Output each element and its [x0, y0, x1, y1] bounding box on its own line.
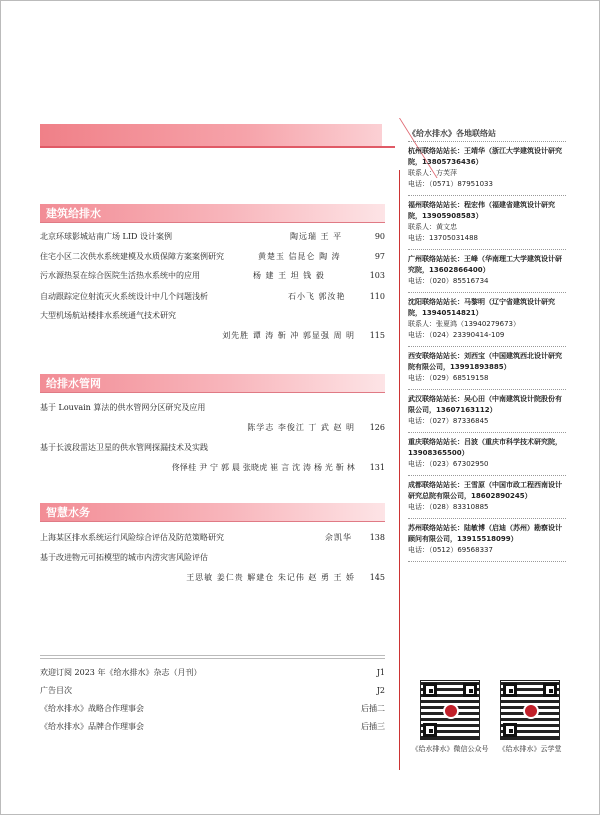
entry-title: 自动跟踪定位射流灭火系统设计中几个问题浅析	[40, 292, 208, 301]
entry-title: 上海某区排水系统运行风险综合评估及防范策略研究	[40, 533, 224, 542]
double-rule-top	[40, 655, 385, 656]
supplement-ref: 后插三	[361, 722, 385, 731]
entry-authors: 黄楚玉 信昆仑 陶 涛	[258, 252, 341, 261]
station-head: 成都联络站站长：王雪原（中国市政工程西南设计研究总院有限公司，18602890245）	[408, 481, 562, 500]
toc-entry[interactable]	[40, 552, 385, 584]
qr-logo-seal	[443, 703, 459, 719]
entry-title: 污水源热泵在综合医院生活热水系统中的应用	[40, 271, 200, 280]
supplement-ref: J1	[376, 668, 385, 677]
station-tel: 电话：（020）85516734	[408, 277, 489, 285]
qr-caption-classroom: 《给水排水》云学堂	[498, 745, 562, 753]
entry-page: 138	[369, 533, 385, 542]
qr-caption-wechat: 《给水排水》微信公众号	[411, 745, 489, 753]
entry-page: 110	[369, 292, 385, 301]
section-header-smart-water	[40, 503, 385, 521]
entry-page: 131	[369, 463, 385, 472]
station-tel: 电话：（029）68519158	[408, 374, 489, 382]
entry-authors: 佘凯华	[325, 533, 352, 542]
section-title: 智慧水务	[46, 506, 90, 519]
qr-logo-seal	[523, 703, 539, 719]
liaison-sidebar	[408, 128, 566, 562]
section-title: 建筑给排水	[46, 207, 101, 220]
station-guangzhou	[408, 249, 566, 292]
station-tel: 电话：（028）83310885	[408, 503, 489, 511]
entry-title: 住宅小区二次供水系统建模及水质保障方案案例研究	[40, 252, 224, 261]
station-head: 沈阳联络站站长：马黎明（辽宁省建筑设计研究院，13940514821）	[408, 298, 555, 317]
entry-authors: 佟怿桂 尹 宁 郭 晨 张晓虎 崔 言 沈 涛 杨 光 靳 林	[171, 463, 355, 472]
supplement-label: 欢迎订阅 2023 年《给水排水》杂志（月刊）	[40, 668, 202, 677]
column-divider	[399, 170, 400, 770]
section-title: 给排水管网	[46, 377, 101, 390]
station-chengdu	[408, 475, 566, 518]
entry-page: 145	[369, 573, 385, 582]
qr-code-classroom[interactable]	[500, 680, 560, 740]
station-hangzhou	[408, 141, 566, 195]
qr-finder	[543, 683, 557, 697]
station-contact: 联系人：张夏鸿（13940279673）	[408, 320, 520, 328]
station-head: 西安联络站站长：刘西宝（中国建筑西北设计研究院有限公司，13991893885）	[408, 352, 562, 371]
station-head: 苏州联络站站长：陆敏博（启迪（苏州）勘察设计顾问有限公司，13915518099）	[408, 524, 562, 543]
toc-entry[interactable]	[40, 310, 385, 342]
section-header-building	[40, 204, 385, 222]
toc-entry[interactable]	[40, 402, 385, 434]
entry-authors: 王思敏 姜仁贵 解建仓 朱记伟 赵 勇 王 娇	[186, 573, 355, 582]
station-contact: 联系人：方芙萍	[408, 169, 457, 177]
supplement-label: 广告目次	[40, 686, 72, 695]
station-tel: 电话：（027）87336845	[408, 417, 489, 425]
supplement-ref: J2	[376, 686, 385, 695]
qr-code-wechat[interactable]	[420, 680, 480, 740]
supplement-ref: 后插二	[361, 704, 385, 713]
entry-title: 北京环球影城站南广场 LID 设计案例	[40, 232, 172, 241]
station-head: 福州联络站站长：程宏伟（福建省建筑设计研究院，13905908583）	[408, 201, 555, 220]
station-head: 重庆联络站站长：吕波（重庆市科学技术研究院，13908365500）	[408, 438, 562, 457]
station-head: 广州联络站站长：王峰（华南理工大学建筑设计研究院，13602866400）	[408, 255, 562, 274]
qr-finder	[503, 723, 517, 737]
entry-authors: 杨 建 王 坦 钱 毅	[253, 271, 325, 280]
station-tel: 电话：（024）23390414-109	[408, 331, 505, 339]
qr-finder	[423, 683, 437, 697]
section-underline	[40, 392, 385, 393]
entry-page: 126	[369, 423, 385, 432]
station-contact: 联系人：黄文忠	[408, 223, 457, 231]
supplement-list	[40, 655, 385, 740]
station-tel: 电话：（0571）87951033	[408, 180, 493, 188]
qr-finder	[503, 683, 517, 697]
entry-authors: 陶远瑞 王 平	[290, 232, 343, 241]
entry-title: 基于改进物元可拓模型的城市内涝灾害风险评估	[40, 553, 208, 562]
station-suzhou	[408, 518, 566, 562]
entry-page: 90	[374, 232, 385, 241]
station-head: 武汉联络站站长：吴心田（中南建筑设计院股份有限公司，13607163112）	[408, 395, 562, 414]
supplement-label: 《给水排水》战略合作理事会	[40, 704, 144, 713]
double-rule-bottom	[40, 658, 385, 659]
entry-page: 97	[374, 252, 385, 261]
entry-page: 115	[369, 331, 385, 340]
qr-finder	[423, 723, 437, 737]
entry-authors: 刘先胜 谭 涛 靳 冲 郭显强 周 明	[222, 331, 355, 340]
supplement-label: 《给水排水》品牌合作理事会	[40, 722, 144, 731]
station-chongqing	[408, 432, 566, 475]
header-band-rule	[40, 146, 395, 148]
station-wuhan	[408, 389, 566, 432]
entry-authors: 陈学志 李俊江 丁 武 赵 明	[247, 423, 355, 432]
station-tel: 电话：13705031488	[408, 234, 478, 242]
section-underline	[40, 521, 385, 522]
entry-page: 103	[369, 271, 385, 280]
qr-code-image	[420, 680, 480, 740]
section-underline	[40, 222, 385, 223]
toc-entry[interactable]	[40, 442, 385, 474]
entry-title: 大型机场航站楼排水系统通气技术研究	[40, 311, 176, 320]
entry-title: 基于长波段雷达卫星的供水管网探漏技术及实践	[40, 443, 208, 452]
sidebar-title: 《给水排水》各地联络站	[408, 129, 496, 138]
station-fuzhou	[408, 195, 566, 249]
station-head: 杭州联络站站长：王靖华（浙江大学建筑设计研究院，13805736436）	[408, 147, 562, 166]
station-shenyang	[408, 292, 566, 346]
header-band	[40, 124, 382, 146]
entry-authors: 石小飞 郭汝艳	[288, 292, 346, 301]
station-tel: 电话：（0512）69568337	[408, 546, 493, 554]
qr-code-image	[500, 680, 560, 740]
station-xian	[408, 346, 566, 389]
entry-title: 基于 Louvain 算法的供水管网分区研究及应用	[40, 403, 206, 412]
station-tel: 电话：（023）67302950	[408, 460, 489, 468]
section-header-network	[40, 374, 385, 392]
qr-finder	[463, 683, 477, 697]
